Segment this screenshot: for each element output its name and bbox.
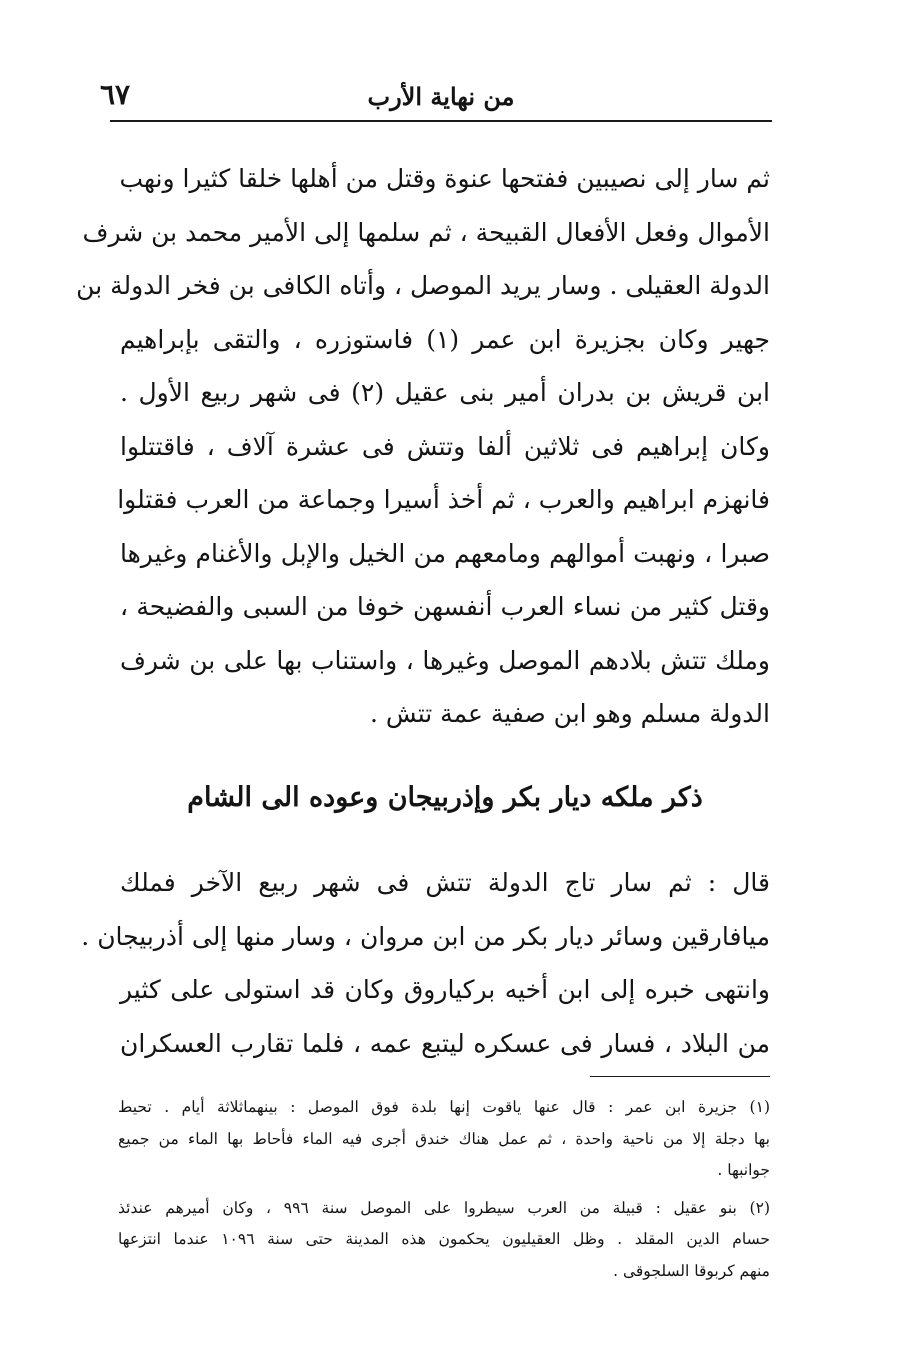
page-number: ٦٧ [100, 78, 131, 111]
text-line: وانتهى خبره إلى ابن أخيه بركياروق وكان قد استولى على كثير [120, 975, 770, 1004]
text-line: جهير وكان بجزيرة ابن عمر (١) فاستوزره ، والتقى بإبراهيم [120, 324, 770, 354]
footnote-2 [118, 1193, 770, 1288]
paragraph-1 [76, 152, 770, 741]
text-line: وقتل كثير من نساء العرب أنفسهن خوفا من السبى والفضيحة ، [120, 592, 770, 621]
footnote-line: بها دجلة إلا من ناحية واحدة ، ثم عمل هناك خندق أجرى فيه الماء فأحاط بها الماء من جميع [118, 1129, 770, 1148]
text-line: الأموال وفعل الأفعال القبيحة ، ثم سلمها إلى الأمير محمد بن شرف [82, 217, 770, 247]
footnote-line: حسام الدين المقلد . وظل العقيليون يحكمون هذه المدينة حتى سنة ١٠٩٦ عندما انتزعها [118, 1230, 770, 1248]
footnote-line: منهم كربوقا السلجوقى . [613, 1261, 770, 1280]
text-line: الدولة العقيلى . وسار يريد الموصل ، وأتاه الكافى بن فخر الدولة بن [76, 271, 770, 300]
text-line: ثم سار إلى نصيبين ففتحها عنوة وقتل من أهلها خلقا كثيرا ونهب [119, 164, 770, 193]
text-line: صبرا ، ونهبت أموالهم ومامعهم من الخيل والإبل والأغنام وغيرها [120, 538, 770, 568]
text-line: الدولة مسلم وهو ابن صفية عمة تتش . [369, 699, 770, 728]
footnote-rule [590, 1076, 770, 1077]
section-heading: ذكر ملكه ديار بكر وإذربيجان وعوده الى الشام [187, 782, 703, 813]
text-line: وكان إبراهيم فى ثلاثين ألفا وتتش فى عشرة آلاف ، فاقتتلوا [120, 431, 770, 461]
running-title: من نهاية الأرب [367, 82, 515, 111]
page-header [100, 78, 772, 126]
text-line: قال : ثم سار تاج الدولة تتش فى شهر ربيع الآخر فملك [120, 868, 770, 897]
footnote-line: جوانبها . [717, 1161, 770, 1179]
text-line: فانهزم ابراهيم والعرب ، ثم أخذ أسيرا وجماعة من العرب فقتلوا [117, 485, 770, 514]
header-rule [110, 120, 772, 122]
footnote-line: (٢) بنو عقيل : قبيلة من العرب سيطروا على الموصل سنة ٩٩٦ ، وكان أميرهم عندئذ [118, 1198, 770, 1217]
footnotes [118, 1092, 770, 1293]
text-line: وملك تتش بلادهم الموصل وغيرها ، واستناب بها على بن شرف [120, 645, 770, 675]
paragraph-2 [81, 856, 770, 1070]
text-line: ميافارقين وسائر ديار بكر من ابن مروان ، وسار منها إلى أذربيجان . [81, 921, 770, 951]
footnote-line: (١) جزيرة ابن عمر : قال عنها ياقوت إنها بلدة فوق الموصل : بينهماثلاثة أيام . تحيط [118, 1098, 770, 1116]
footnote-1 [118, 1092, 770, 1187]
text-line: ابن قريش بن بدران أمير بنى عقيل (٢) فى شهر ربيع الأول . [120, 378, 770, 407]
text-line: من البلاد ، فسار فى عسكره ليتبع عمه ، فلما تقارب العسكران [120, 1028, 770, 1058]
